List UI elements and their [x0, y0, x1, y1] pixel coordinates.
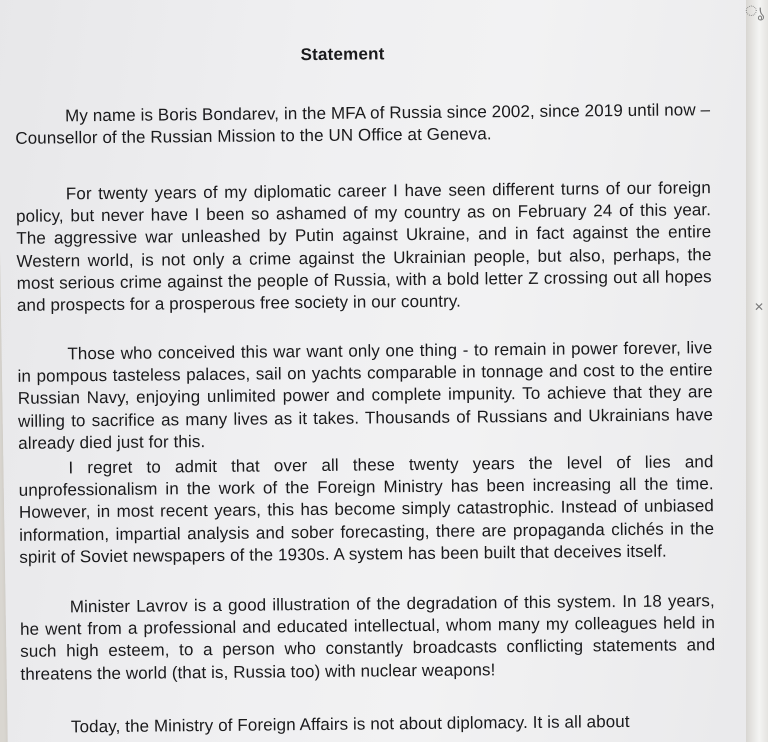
paragraph-ministry-decline: I regret to admit that over all these twenty years the level of lies and unprofessionalism in the work of the Foreign Ministry has been increasing all the time. However, in most recent years, this has become simply catastrophic. Instead of unbiased information, impartial analysis and sober forecasting, there are propaganda clichés in the spirit of Soviet newspapers of the 1930s. A system has been built that deceives itself.: [18, 452, 715, 567]
paragraph-war-aims: Those who conceived this war want only one thing - to remain in power forever, live in pompous tasteless palaces, sail on yachts comparable in tonnage and cost to the entire Russian Navy, enjoying unlimited power and complete impunity. To achieve that they are willing to sacrifice as many lives as it takes. Thousands of Russians and Ukrainians have already died just for this.: [17, 338, 714, 453]
paragraph-lavrov: Minister Lavrov is a good illustration of the degradation of this system. In 18 years, he went from a professional and educated intellectual, whom many my colleagues held in such high esteem, to a person who constantly broadcasts conflicting statements and threatens the world (that is, Russia too) with nuclear weapons!: [19, 591, 716, 684]
edge-mark-middle: ✕: [753, 300, 764, 314]
paragraph-introduction: My name is Boris Bondarev, in the MFA of Russia since 2002, since 2019 until now – Counsellor of the Russian Mission to the UN Office at Geneva.: [15, 100, 711, 149]
paragraph-career: For twenty years of my diplomatic career I have seen different turns of our foreign policy, but never have I been so ashamed of my country as on February 24 of this year. The aggressive war unleashed by Putin against Ukraine, and in fact against the entire Western world, is not only a crime against the Ukrainian people, but also, perhaps, the most serious crime against the people of Russia, with a bold letter Z crossing out all hopes and prospects for a prosperous free society in our country.: [15, 178, 712, 315]
edge-mark-top: ൃ: [745, 2, 764, 20]
document-title: Statement: [300, 44, 385, 65]
paragraph-diplomacy: Today, the Ministry of Foreign Affairs is not about diplomacy. It is all about: [70, 711, 630, 737]
